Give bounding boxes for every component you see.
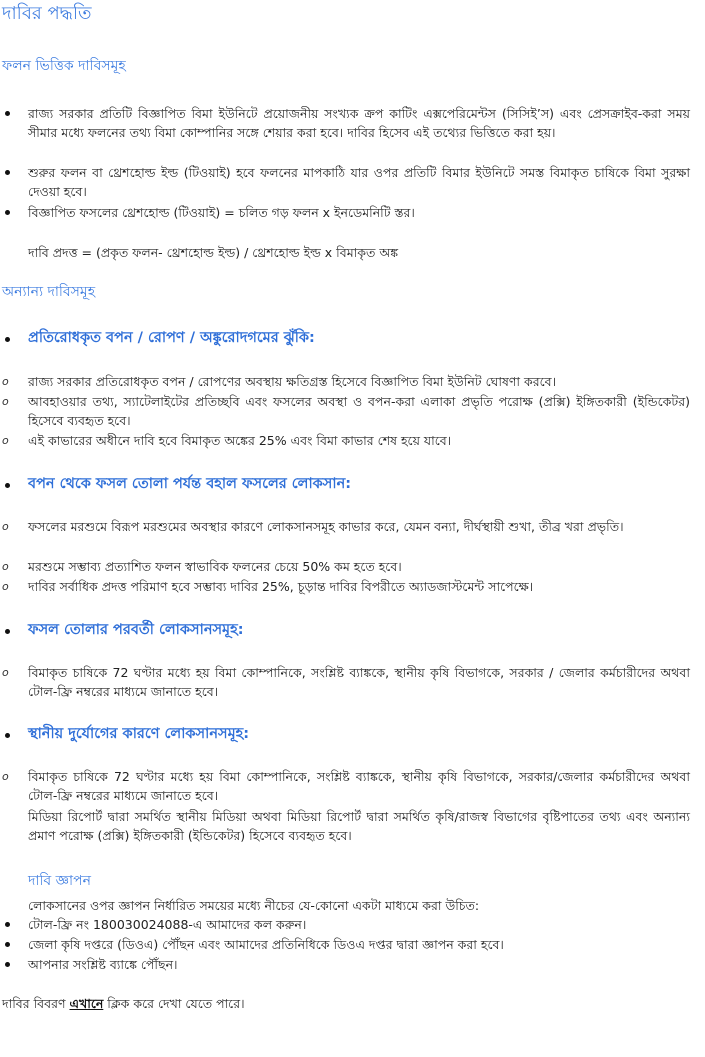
yield-claim-item-1: রাজ্য সরকার প্রতিটি বিজ্ঞাপিত বিমা ইউনিটে প্রয়োজনীয় সংখ্যক ক্রপ কাটিং এক্সপেরিমেন্টস (সিসিই’স) এবং প্রেসক্রাইব-করা সময় সীমার মধ্যে ফলনের তথ্য বিমা কোম্পানির সঙ্গে শেয়ার করা হবে। দাবির হিসেব এই তথ্যের ভিত্তিতে করা হয়। (28, 106, 690, 140)
post-harvest-loss-heading: ফসল তোলার পরবর্তী লোকসানসমূহ: (28, 622, 244, 638)
section-bullet (5, 337, 10, 342)
localized-calamity-extra: মিডিয়া রিপোর্ট দ্বারা সমর্থিত স্থানীয় মিডিয়া অথবা মিডিয়া রিপোর্ট দ্বারা সমর্থিত কৃষি/রাজস্ব বিভাগের বৃষ্টিপাতের তথ্য এবং অন্যান্য প্রমাণ পরোক্ষ (প্রক্সি) ইঙ্গিতকারী (ইন্ডিকেটর) হিসেবে ব্যবহৃত হবে। (28, 809, 690, 843)
claim-details-link[interactable]: এখানে (69, 996, 104, 1011)
prevented-sowing-item-1: o রাজ্য সরকার প্রতিরোধকৃত বপন / রোপণের অবস্থায় ক্ষতিগ্রস্ত হিসেবে বিজ্ঞাপিত বিমা ইউনিট ঘোষণা করবে। (28, 372, 690, 391)
prevented-sowing-heading: প্রতিরোধকৃত বপন / রোপণ / অঙ্কুরোদগমের ঝুঁকি: (28, 330, 315, 346)
intimation-heading: দাবি জ্ঞাপন (28, 873, 91, 889)
yield-claim-item-2: শুরুর ফলন বা থ্রেশহোল্ড ইল্ড (টিওয়াই) হবে ফলনের মাপকাঠি যার ওপর প্রতিটি বিমার ইউনিটে সমস্ত বিমাকৃত চাষিকে বিমা সুরক্ষা দেওয়া হবে। (28, 165, 690, 199)
localized-calamity-item-1: o বিমাকৃত চাষিকে 72 ঘণ্টার মধ্যে হয় বিমা কোম্পানিকে, সংশ্লিষ্ট ব্যাঙ্ককে, স্থানীয় কৃষি বিভাগকে, সরকার/জেলার কর্মচারীদের অথবা টোল-ফ্রি নম্বরের মাধ্যমে জানাতে হবে। (28, 767, 690, 805)
claim-details-footer (2, 994, 245, 1013)
prevented-sowing-item-3: o এই কাভারের অধীনে দাবি হবে বিমাকৃত অঙ্কের 25% এবং বিমা কাভার শেষ হয়ে যাবে। (28, 431, 690, 450)
section-bullet (5, 483, 10, 488)
prevented-sowing-item-2: o আবহাওয়ার তথ্য, স্যাটেলাইটের প্রতিচ্ছবি এবং ফসলের অবস্থা ও বপন-করা এলাকা প্রভৃতি পরোক্ষ (প্রক্সি) ইঙ্গিতকারী (ইন্ডিকেটর) হিসেবে ব্যবহৃত হবে। (28, 392, 690, 430)
section-bullet (5, 629, 10, 634)
yield-claims-heading: ফলন ভিত্তিক দাবিসমূহ (2, 58, 126, 74)
intimation-item-1: টোল-ফ্রি নং 180030024088-এ আমাদের কল করুন। (28, 915, 690, 934)
footer-text-after: ক্লিক করে দেখা যেতে পারে। (103, 996, 245, 1011)
footer-text-before: দাবির বিবরণ (2, 996, 70, 1011)
claim-formula: দাবি প্রদত্ত = (প্রকৃত ফলন- থ্রেশহোল্ড ইল্ড) / থ্রেশহোল্ড ইল্ড x বিমাকৃত অঙ্ক (28, 245, 399, 260)
intimation-item-2: জেলা কৃষি দপ্তরে (ডিওএ) পৌঁছন এবং আমাদের প্রতিনিধিকে ডিওএ দপ্তর দ্বারা জ্ঞাপন করা হবে। (28, 935, 690, 954)
yield-claim-item-3: বিজ্ঞাপিত ফসলের থ্রেশহোল্ড (টিওয়াই) = চলিত গড় ফলন x ইনডেমনিটি স্তর। (28, 203, 690, 222)
page-title: দাবির পদ্ধতি (2, 3, 92, 24)
other-claims-heading: অন্যান্য দাবিসমূহ (2, 284, 96, 300)
intimation-item-3: আপনার সংশ্লিষ্ট ব্যাঙ্কে পৌঁছন। (28, 955, 690, 974)
localized-calamity-heading: স্থানীয় দুর্যোগের কারণে লোকসানসমূহ: (28, 726, 250, 742)
standing-crop-loss-item-2: o মরশুমে সম্ভাব্য প্রত্যাশিত ফলন স্বাভাবিক ফলনের চেয়ে 50% কম হতে হবে। (28, 557, 690, 576)
post-harvest-loss-item-1: o বিমাকৃত চাষিকে 72 ঘণ্টার মধ্যে হয় বিমা কোম্পানিকে, সংশ্লিষ্ট ব্যাঙ্ককে, স্থানীয় কৃষি বিভাগকে, সরকার / জেলার কর্মচারীদের অথবা টোল-ফ্রি নম্বরের মাধ্যমে জানাতে হবে। (28, 663, 690, 701)
standing-crop-loss-item-1: o ফসলের মরশুমে বিরূপ মরশুমের অবস্থার কারণে লোকসানসমূহ কাভার করে, যেমন বন্যা, দীর্ঘস্থায়ী শুখা, তীব্র খরা প্রভৃতি। (28, 517, 690, 536)
intimation-intro: লোকসানের ওপর জ্ঞাপন নির্ধারিত সময়ের মধ্যে নীচের যে-কোনো একটা মাধ্যমে করা উচিত: (28, 898, 480, 913)
standing-crop-loss-heading: বপন থেকে ফসল তোলা পর্যন্ত বহাল ফসলের লোকসান: (28, 476, 352, 492)
standing-crop-loss-item-3: o দাবির সর্বাধিক প্রদত্ত পরিমাণ হবে সম্ভাব্য দাবির 25%, চূড়ান্ত দাবির বিপরীতে অ্যাডজাস্টমেন্ট সাপেক্ষে। (28, 577, 690, 596)
section-bullet (5, 733, 10, 738)
